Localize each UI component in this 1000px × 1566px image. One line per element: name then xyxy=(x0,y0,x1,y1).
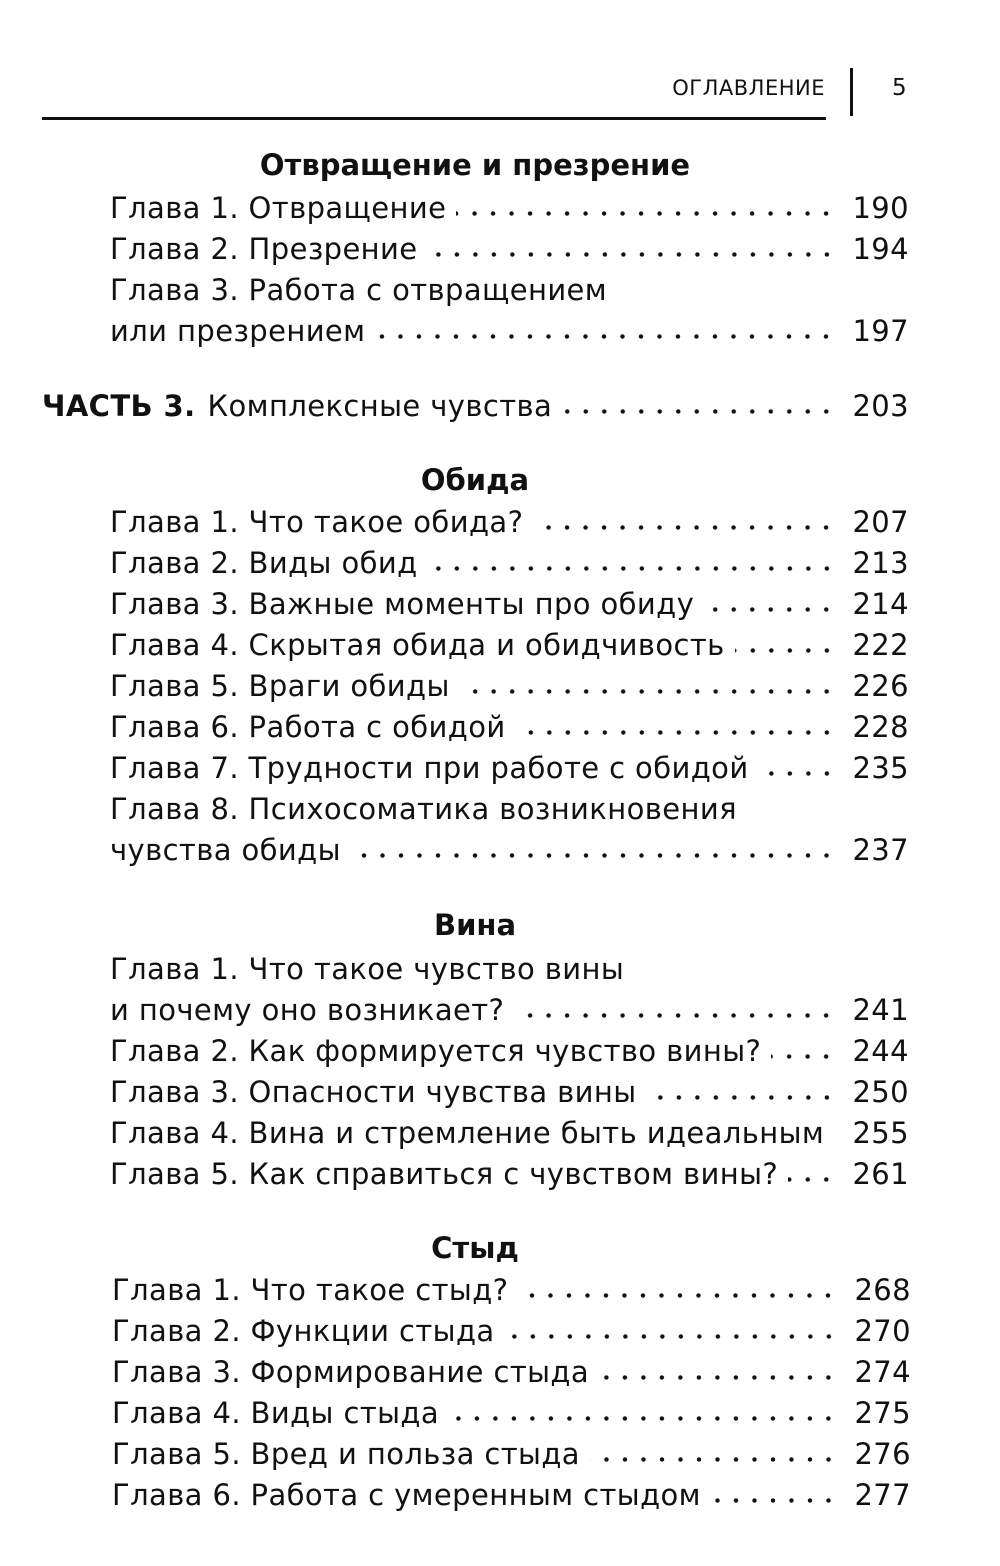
leader-dots xyxy=(562,409,842,415)
part-title: Комплексные чувства xyxy=(207,389,553,423)
section-title-shame: Стыд xyxy=(431,1231,519,1265)
section-title-guilt: Вина xyxy=(433,908,517,942)
leader-dots xyxy=(704,607,842,613)
leader-dots xyxy=(788,1177,842,1183)
toc-entry-title: Глава 1. Что такое стыд? xyxy=(112,1273,509,1307)
leader-dots xyxy=(460,689,843,695)
toc-entry-title-line1[interactable]: Глава 1. Что такое чувство вины xyxy=(110,952,625,986)
toc-entry-title: Глава 4. Скрытая обида и обидчивость xyxy=(110,628,725,662)
toc-entry-title: Глава 3. Формирование стыда xyxy=(112,1355,590,1389)
toc-entry-page: 276 xyxy=(854,1437,911,1471)
toc-entry-title-line1[interactable]: Глава 8. Психосоматика возникновения xyxy=(110,792,737,826)
toc-entry-page: 237 xyxy=(852,833,909,867)
running-header-title: ОГЛАВЛЕНИЕ xyxy=(672,76,825,100)
toc-entry[interactable] xyxy=(110,545,909,581)
toc-entry-title: или презрением xyxy=(110,314,366,348)
leader-dots xyxy=(514,1013,842,1019)
toc-entry[interactable] xyxy=(112,1395,911,1431)
toc-entry[interactable] xyxy=(110,1115,909,1151)
toc-entry-page: 197 xyxy=(852,314,909,348)
leader-dots xyxy=(647,1095,843,1101)
toc-entry-title: Глава 1. Что такое обида? xyxy=(110,505,524,539)
toc-entry[interactable] xyxy=(110,586,909,622)
leader-dots xyxy=(505,1334,845,1340)
toc-entry-page: 226 xyxy=(852,669,909,703)
toc-entry-page: 214 xyxy=(852,587,909,621)
header-separator xyxy=(850,68,853,116)
toc-entry-title: Глава 2. Как формируется чувство вины? xyxy=(110,1034,762,1068)
toc-entry-page: 222 xyxy=(852,628,909,662)
toc-entry-title: Глава 2. Виды обид xyxy=(110,546,418,580)
toc-entry-title: Глава 3. Опасности чувства вины xyxy=(110,1075,637,1109)
toc-entry-page: 213 xyxy=(852,546,909,580)
leader-dots xyxy=(428,566,843,572)
leader-dots xyxy=(711,1498,844,1504)
toc-entry-page: 261 xyxy=(852,1157,909,1191)
toc-entry[interactable] xyxy=(112,1436,911,1472)
toc-entry[interactable] xyxy=(110,750,909,786)
toc-entry[interactable] xyxy=(110,992,909,1028)
toc-entry-title: Глава 4. Вина и стремление быть идеальным xyxy=(110,1116,825,1150)
leader-dots xyxy=(428,252,843,258)
toc-entry-page: 194 xyxy=(852,232,909,266)
toc-entry-title: Глава 2. Функции стыда xyxy=(112,1314,495,1348)
toc-entry-title: чувства обиды xyxy=(110,833,341,867)
toc-entry-page: 270 xyxy=(854,1314,911,1348)
toc-entry[interactable] xyxy=(110,231,909,267)
toc-entry[interactable] xyxy=(110,668,909,704)
toc-entry-title: Глава 6. Работа с обидой xyxy=(110,710,506,744)
toc-entry-page: 190 xyxy=(852,191,909,225)
toc-entry-page: 241 xyxy=(852,993,909,1027)
page-number: 5 xyxy=(892,75,907,101)
toc-entry[interactable] xyxy=(110,709,909,745)
toc-entry-page: 207 xyxy=(852,505,909,539)
leader-dots xyxy=(834,1136,842,1142)
toc-entry[interactable] xyxy=(110,1033,909,1069)
leader-dots xyxy=(456,211,842,217)
toc-entry-title: Глава 5. Враги обиды xyxy=(110,669,450,703)
toc-entry[interactable] xyxy=(112,1477,911,1513)
leader-dots xyxy=(590,1457,845,1463)
leader-dots xyxy=(449,1416,844,1422)
toc-entry-title: Глава 1. Отвращение xyxy=(110,191,447,225)
toc-entry-page: 203 xyxy=(852,389,909,423)
toc-part-entry[interactable] xyxy=(42,388,909,424)
part-label: ЧАСТЬ 3. xyxy=(42,389,196,423)
toc-entry[interactable] xyxy=(112,1354,911,1390)
toc-entry-title: Глава 7. Трудности при работе с обидой xyxy=(110,751,749,785)
toc-entry[interactable] xyxy=(110,832,909,868)
toc-entry-page: 274 xyxy=(854,1355,911,1389)
toc-entry-page: 250 xyxy=(852,1075,909,1109)
toc-entry-page: 255 xyxy=(852,1116,909,1150)
toc-entry[interactable] xyxy=(110,313,909,349)
toc-entry[interactable] xyxy=(112,1272,911,1308)
toc-entry-title-line1[interactable]: Глава 3. Работа с отвращением xyxy=(110,273,608,307)
toc-entry[interactable] xyxy=(110,1074,909,1110)
toc-entry-title: Глава 3. Важные моменты про обиду xyxy=(110,587,695,621)
toc-entry-page: 275 xyxy=(854,1396,911,1430)
toc-entry-page: 277 xyxy=(854,1478,911,1512)
toc-entry-page: 268 xyxy=(854,1273,911,1307)
header-rule xyxy=(42,117,826,120)
leader-dots xyxy=(533,525,842,531)
toc-entry-title: и почему оно возникает? xyxy=(110,993,505,1027)
toc-entry[interactable] xyxy=(110,504,909,540)
toc-entry-page: 244 xyxy=(852,1034,909,1068)
section-title-resentment: Обида xyxy=(420,463,530,497)
toc-entry[interactable] xyxy=(110,1156,909,1192)
toc-entry-title: Глава 6. Работа с умеренным стыдом xyxy=(112,1478,701,1512)
toc-entry-title: Глава 5. Как справиться с чувством вины? xyxy=(110,1157,779,1191)
leader-dots xyxy=(351,853,843,859)
toc-entry-page: 228 xyxy=(852,710,909,744)
toc-entry-title: Глава 4. Виды стыда xyxy=(112,1396,440,1430)
leader-dots xyxy=(759,771,843,777)
toc-entry-page: 235 xyxy=(852,751,909,785)
leader-dots xyxy=(518,1293,844,1299)
section-title-disgust: Отвращение и презрение xyxy=(259,148,691,182)
leader-dots xyxy=(516,730,843,736)
leader-dots xyxy=(771,1054,842,1060)
toc-entry[interactable] xyxy=(112,1313,911,1349)
toc-entry[interactable] xyxy=(110,190,909,226)
toc-entry[interactable] xyxy=(110,627,909,663)
leader-dots xyxy=(375,334,842,340)
leader-dots xyxy=(735,648,843,654)
toc-entry-title: Глава 5. Вред и польза стыда xyxy=(112,1437,580,1471)
toc-entry-title: Глава 2. Презрение xyxy=(110,232,418,266)
leader-dots xyxy=(599,1375,844,1381)
